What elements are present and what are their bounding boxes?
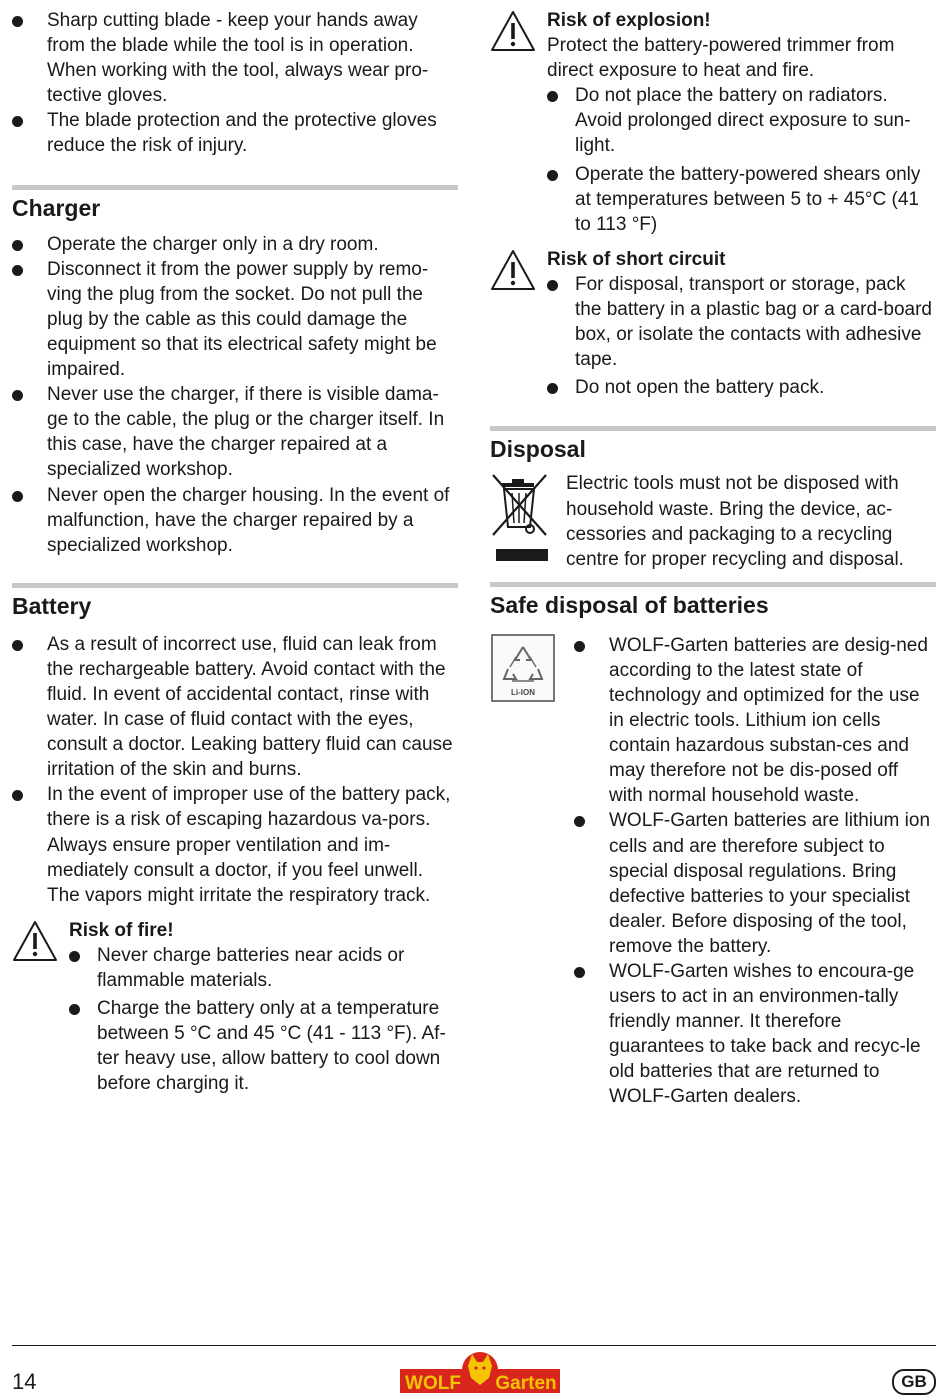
- list-item: WOLF-Garten wishes to encoura-ge users to act in an environmen-tally friendly manner. It therefore guarantees to take back and recyc-le old batteries that are returned to WOLF-Garten dealers.: [574, 959, 936, 1110]
- warning-triangle-icon: [490, 10, 536, 52]
- footer-rule: [12, 1345, 936, 1346]
- list-item: WOLF-Garten batteries are desig-ned according to the latest state of technology and optimized for the use in electric tools. Lithium ion cells contain hazardous substan-ces and may therefore not be dis-posed off with normal household waste.: [574, 633, 936, 809]
- battery-heading: Battery: [12, 592, 92, 619]
- list-item: Never charge batteries near acids or flammable materials.: [69, 943, 458, 993]
- list-item: WOLF-Garten batteries are lithium ion cells and are therefore subject to special disposal regulations. Bring defective batteries to your specialist dealer. Before disposing of the tool, remove the battery.: [574, 808, 936, 959]
- explosion-warning-text: Protect the battery-powered trimmer from direct exposure to heat and fire.: [547, 35, 895, 82]
- list-item: For disposal, transport or storage, pack the battery in a plastic bag or a card-board box, or isolate the contacts with adhesive tape.: [547, 272, 936, 372]
- charger-heading: Charger: [12, 194, 101, 221]
- list-item: As a result of incorrect use, fluid can leak from the rechargeable battery. Avoid contact with the fluid. In event of accidental contact, rinse with water. In case of fluid contact with the eyes, consult a doctor. Leaking battery fluid can cause irritation of the skin and burns.: [12, 632, 458, 783]
- page-footer: [12, 1345, 936, 1397]
- list-item: Operate the charger only in a dry room.: [12, 232, 458, 257]
- left-column: [12, 8, 458, 1096]
- brand-garten: Garten: [495, 1373, 557, 1394]
- battery-disposal-block: [490, 633, 936, 1110]
- list-item: The blade protection and the protective gloves reduce the risk of injury.: [12, 108, 458, 158]
- country-code-badge: GB: [892, 1369, 936, 1395]
- list-item: Do not open the battery pack.: [547, 375, 936, 400]
- page-number: 14: [12, 1369, 37, 1394]
- charger-list: [12, 232, 458, 558]
- battery-list: [12, 632, 458, 908]
- list-item: Never use the charger, if there is visible dama-ge to the cable, the plug or the charger itself. In this case, have the charger repaired at a specialized workshop.: [12, 382, 458, 482]
- battery-disposal-list: [574, 633, 936, 1110]
- crossed-out-wheelie-bin-icon: [490, 471, 550, 565]
- fire-warning-title: Risk of fire!: [69, 919, 174, 941]
- battery-icon-area: [490, 633, 574, 1110]
- explosion-warning-title: Risk of explosion!: [547, 10, 711, 31]
- section-divider: [490, 426, 936, 431]
- disposal-heading: Disposal: [490, 436, 586, 463]
- section-divider: [490, 582, 936, 587]
- list-item: Sharp cutting blade - keep your hands away from the blade while the tool is in operation. When working with the tool, always wear pro-tective gloves.: [12, 8, 458, 108]
- disposal-block: [490, 471, 936, 571]
- li-ion-label: Li-ION: [511, 687, 535, 697]
- list-item: Never open the charger housing. In the event of malfunction, have the charger repaired by a specialized workshop.: [12, 483, 458, 558]
- li-ion-recycling-icon: [490, 633, 556, 703]
- list-item: Charge the battery only at a temperature between 5 °C and 45 °C (41 - 113 °F). Af-ter heavy use, allow battery to cool down before charging it.: [69, 996, 458, 1096]
- short-circuit-warning: [490, 247, 936, 401]
- section-divider: [12, 185, 458, 190]
- wolf-garten-logo: [400, 1350, 560, 1396]
- fire-warning: [12, 918, 458, 1097]
- explosion-warning: [490, 8, 936, 237]
- fire-warning-list: [69, 943, 458, 1097]
- list-item: In the event of improper use of the battery pack, there is a risk of escaping hazardous va-pors. Always ensure proper ventilation and im-mediately consult a doctor, if you feel unwell. The vapors might irritate the respiratory track.: [12, 782, 458, 907]
- warning-triangle-icon: [12, 920, 58, 962]
- list-item: Disconnect it from the power supply by remo-ving the plug from the socket. Do not pull the plug by the cable as this could damage the equipment so that its electrical safety might be impaired.: [12, 257, 458, 382]
- explosion-warning-list: [547, 83, 936, 237]
- list-item: Do not place the battery on radiators. Avoid prolonged direct exposure to sun-light.: [547, 83, 936, 158]
- brand-wolf: WOLF: [405, 1373, 461, 1394]
- list-item: Operate the battery-powered shears only at temperatures between 5 to + 45°C (41 to 113 °F): [547, 162, 936, 237]
- section-divider: [12, 583, 458, 588]
- disposal-text: Electric tools must not be disposed with household waste. Bring the device, ac-cessories and packaging to a recycling centre for proper recycling and disposal.: [566, 473, 904, 570]
- warning-triangle-icon: [490, 249, 536, 291]
- disposal-icon-area: [490, 471, 566, 571]
- intro-list: [12, 8, 458, 159]
- short-circuit-warning-title: Risk of short circuit: [547, 248, 726, 270]
- battery-disposal-heading: Safe disposal of batteries: [490, 591, 769, 618]
- right-column: [490, 8, 936, 1110]
- short-circuit-warning-list: [547, 272, 936, 400]
